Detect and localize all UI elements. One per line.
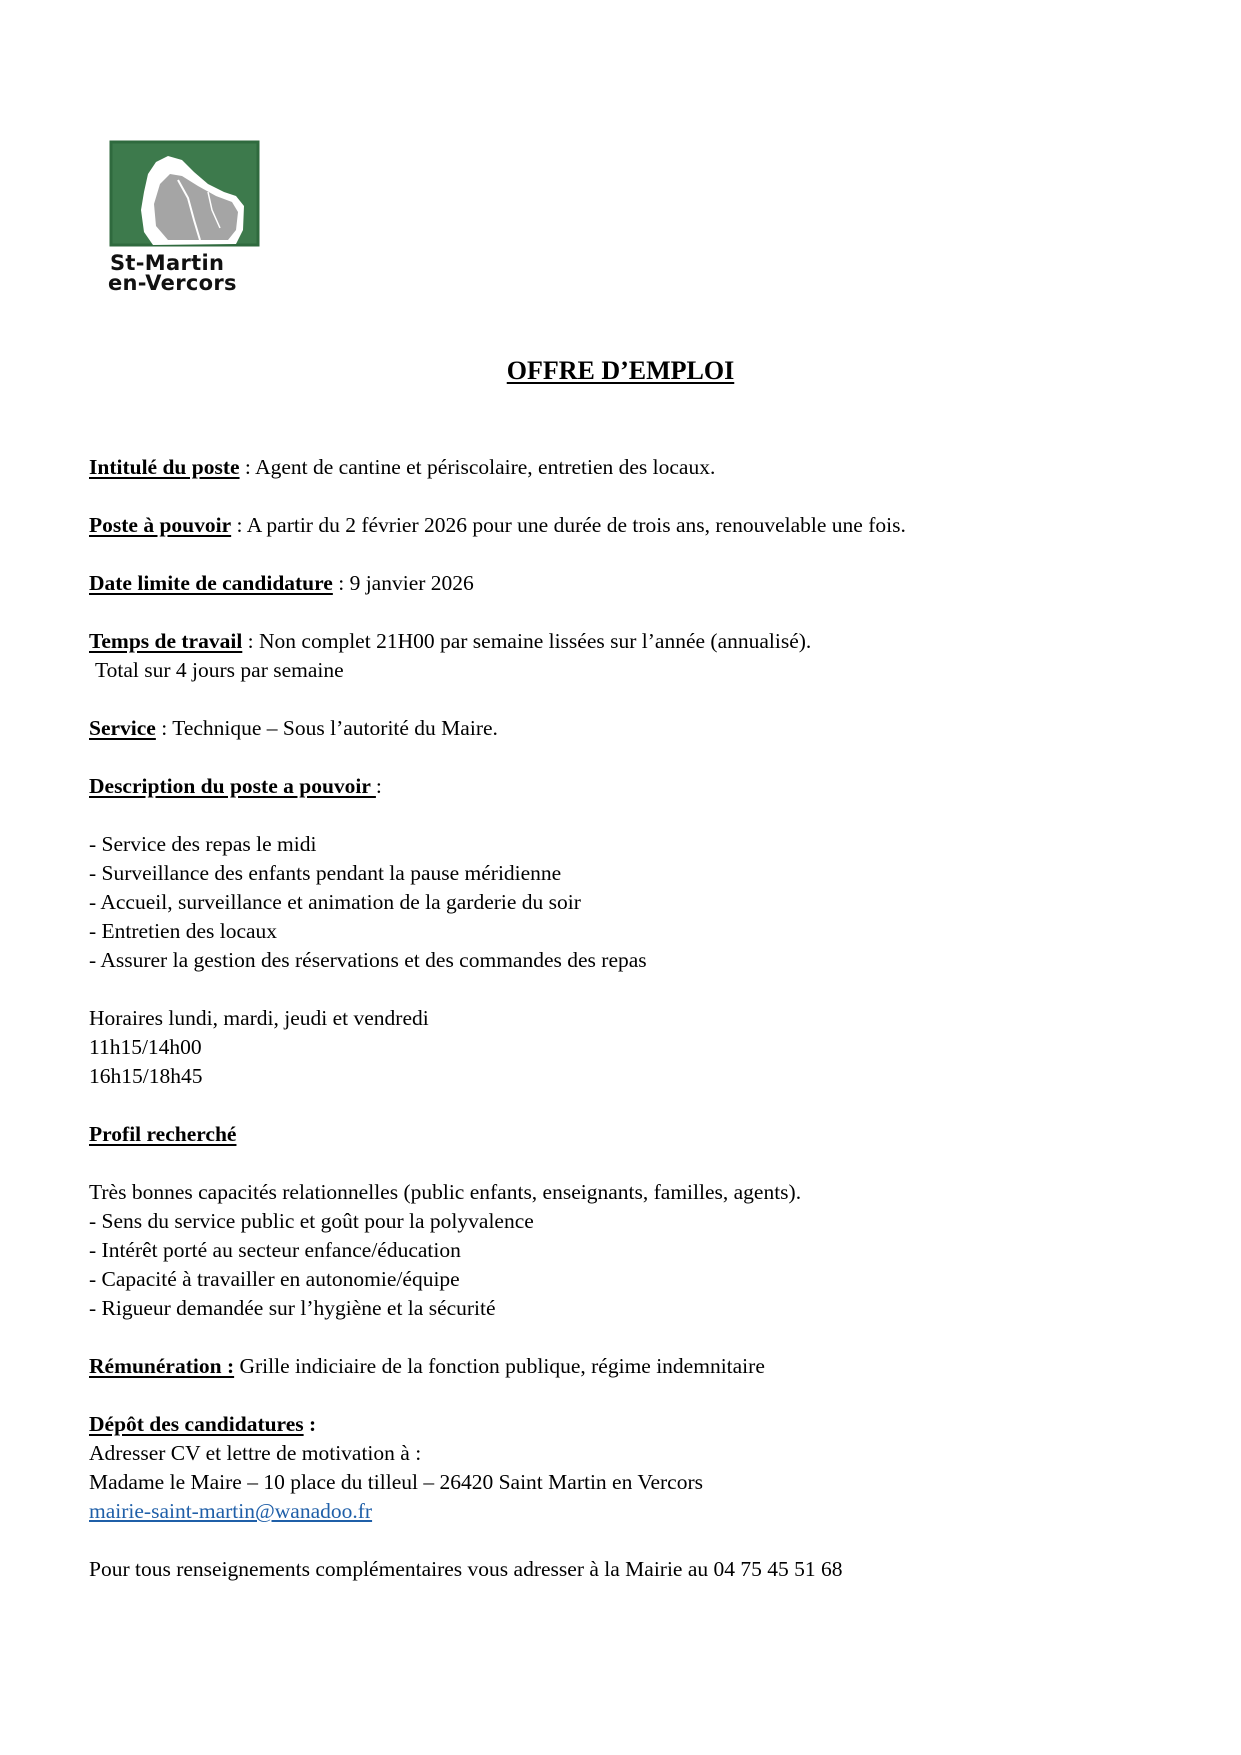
description-item: - Entretien des locaux	[89, 919, 278, 943]
temps-sep: :	[242, 629, 260, 653]
poste-sep: :	[231, 513, 247, 537]
logo-line-2: en-Vercors	[108, 271, 237, 295]
logo-line-1: St-Martin	[110, 251, 225, 275]
remuneration-row	[89, 1352, 1169, 1381]
remuneration-label: Rémunération :	[89, 1354, 235, 1378]
profil-item: - Capacité à travailler en autonomie/équipe	[89, 1267, 460, 1291]
depot-heading	[89, 1410, 1169, 1439]
profil-item: - Intérêt porté au secteur enfance/éducation	[89, 1238, 461, 1262]
service-value: Technique – Sous l’autorité du Maire.	[172, 716, 498, 740]
email-link[interactable]: mairie-saint-martin@wanadoo.fr	[89, 1499, 373, 1523]
intitule-row	[89, 453, 1169, 482]
description-label: Description du poste a pouvoir	[89, 774, 376, 798]
depot-sep: :	[303, 1412, 317, 1436]
service-sep: :	[155, 716, 173, 740]
intitule-value: Agent de cantine et périscolaire, entretien des locaux.	[255, 455, 716, 479]
intitule-label: Intitulé du poste	[89, 455, 240, 479]
horaires-line: Horaires lundi, mardi, jeudi et vendredi	[89, 1006, 429, 1030]
date-limite-value: 9 janvier 2026	[349, 571, 474, 595]
temps-value: Non complet 21H00 par semaine lissées sur l’année (annualisé).	[259, 629, 812, 653]
description-heading	[89, 772, 1169, 801]
date-limite-sep: :	[332, 571, 350, 595]
temps-row	[89, 627, 1169, 656]
poste-row	[89, 511, 1169, 540]
profil-label: Profil recherché	[89, 1122, 237, 1146]
horaires-line: 11h15/14h00	[89, 1035, 202, 1059]
mountain-logo-icon	[108, 140, 268, 248]
remuneration-value: Grille indiciaire de la fonction publique, régime indemnitaire	[234, 1354, 765, 1378]
job-offer-body	[89, 453, 1169, 1584]
depot-address: Madame le Maire – 10 place du tilleul – 26420 Saint Martin en Vercors	[89, 1470, 703, 1494]
temps-label: Temps de travail	[89, 629, 243, 653]
depot-label: Dépôt des candidatures	[89, 1412, 304, 1436]
horaires-line: 16h15/18h45	[89, 1064, 203, 1088]
description-item: - Accueil, surveillance et animation de la garderie du soir	[89, 890, 581, 914]
commune-logo	[108, 140, 268, 300]
poste-value: A partir du 2 février 2026 pour une durée de trois ans, renouvelable une fois.	[246, 513, 906, 537]
contact-line: Pour tous renseignements complémentaires vous adresser à la Mairie au 04 75 45 51 68	[89, 1557, 843, 1581]
intitule-sep: :	[239, 455, 256, 479]
description-item: - Surveillance des enfants pendant la pause méridienne	[89, 861, 562, 885]
description-item: - Service des repas le midi	[89, 832, 317, 856]
profil-heading	[89, 1120, 1169, 1149]
page-title: OFFRE D’EMPLOI	[506, 356, 735, 385]
profil-item: - Rigueur demandée sur l’hygiène et la sécurité	[89, 1296, 496, 1320]
temps-line-2: Total sur 4 jours par semaine	[95, 658, 344, 682]
date-limite-label: Date limite de candidature	[89, 571, 333, 595]
service-label: Service	[89, 716, 156, 740]
depot-line: Adresser CV et lettre de motivation à :	[89, 1441, 422, 1465]
date-limite-row	[89, 569, 1169, 598]
service-row	[89, 714, 1169, 743]
profil-item: - Sens du service public et goût pour la polyvalence	[89, 1209, 534, 1233]
description-item: - Assurer la gestion des réservations et des commandes des repas	[89, 948, 647, 972]
profil-intro: Très bonnes capacités relationnelles (public enfants, enseignants, familles, agents).	[89, 1180, 802, 1204]
description-sep: :	[375, 774, 382, 798]
poste-label: Poste à pouvoir	[89, 513, 232, 537]
